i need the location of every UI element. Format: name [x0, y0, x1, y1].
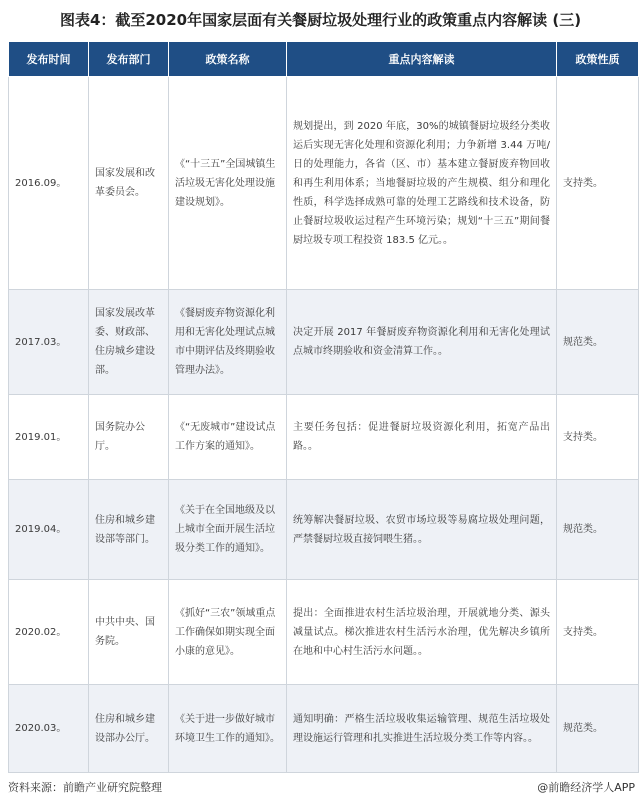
cell-policy-name: 《关于在全国地级及以上城市全面开展生活垃圾分类工作的通知》。	[169, 480, 287, 580]
table-row	[9, 580, 639, 685]
cell-date: 2019.01。	[9, 395, 89, 480]
cell-key-content: 规划提出，到 2020 年底，30%的城镇餐厨垃圾经分类收运后实现无害化处理和资源化利用；力争新增 3.44 万吨/日的处理能力，各省（区、市）基本建立餐厨废弃物回收和再生利用体系；当地餐厨垃圾的产生规模、组分和理化性质，科学选择成熟可靠的处理工艺路线和技术设备，防止餐厨垃圾收运过程产生环境污染；规划“十三五”期间餐厨垃圾专项工程投资 183.5 亿元。。	[287, 77, 557, 290]
brand-credit: @前瞻经济学人APP	[537, 781, 635, 794]
cell-dept: 国家发展和改革委员会。	[89, 77, 169, 290]
cell-dept: 国家发展改革委、财政部、住房城乡建设部。	[89, 290, 169, 395]
cell-date: 2020.03。	[9, 685, 89, 773]
cell-date: 2019.04。	[9, 480, 89, 580]
table-row	[9, 685, 639, 773]
cell-key-content: 统筹解决餐厨垃圾、农贸市场垃圾等易腐垃圾处理问题，严禁餐厨垃圾直接饲喂生猪。。	[287, 480, 557, 580]
cell-policy-name: 《“无废城市”建设试点工作方案的通知》。	[169, 395, 287, 480]
cell-dept: 国务院办公厅。	[89, 395, 169, 480]
cell-date: 2020.02。	[9, 580, 89, 685]
header-row	[9, 42, 639, 77]
cell-nature: 支持类。	[557, 77, 639, 290]
table-header	[9, 42, 639, 77]
source-note: 资料来源：前瞻产业研究院整理	[8, 781, 162, 794]
header-policy-name: 政策名称	[169, 42, 287, 77]
cell-dept: 住房和城乡建设部办公厅。	[89, 685, 169, 773]
cell-dept: 住房和城乡建设部等部门。	[89, 480, 169, 580]
cell-policy-name: 《关于进一步做好城市环境卫生工作的通知》。	[169, 685, 287, 773]
footer	[8, 779, 635, 797]
cell-key-content: 决定开展 2017 年餐厨废弃物资源化利用和无害化处理试点城市终期验收和资金清算工作。。	[287, 290, 557, 395]
header-nature: 政策性质	[557, 42, 639, 77]
cell-policy-name: 《抓好“三农”领域重点工作确保如期实现全面小康的意见》。	[169, 580, 287, 685]
header-key-content: 重点内容解读	[287, 42, 557, 77]
cell-nature: 规范类。	[557, 290, 639, 395]
cell-nature: 支持类。	[557, 580, 639, 685]
table-row	[9, 77, 639, 290]
cell-nature: 规范类。	[557, 685, 639, 773]
table-row	[9, 395, 639, 480]
policy-table	[8, 41, 639, 773]
chart-title: 图表4：截至2020年国家层面有关餐厨垃圾处理行业的政策重点内容解读 (三)	[59, 11, 582, 29]
cell-key-content: 提出：全面推进农村生活垃圾治理，开展就地分类、源头减量试点。梯次推进农村生活污水治理，优先解决乡镇所在地和中心村生活污水问题。。	[287, 580, 557, 685]
cell-date: 2017.03。	[9, 290, 89, 395]
table-row	[9, 480, 639, 580]
table-body	[9, 77, 639, 773]
cell-nature: 规范类。	[557, 480, 639, 580]
cell-nature: 支持类。	[557, 395, 639, 480]
table-row	[9, 290, 639, 395]
cell-date: 2016.09。	[9, 77, 89, 290]
cell-key-content: 主要任务包括：促进餐厨垃圾资源化利用，拓宽产品出路。。	[287, 395, 557, 480]
cell-policy-name: 《“十三五”全国城镇生活垃圾无害化处理设施建设规划》。	[169, 77, 287, 290]
cell-policy-name: 《餐厨废弃物资源化利用和无害化处理试点城市中期评估及终期验收管理办法》。	[169, 290, 287, 395]
header-dept: 发布部门	[89, 42, 169, 77]
cell-dept: 中共中央、国务院。	[89, 580, 169, 685]
cell-key-content: 通知明确：严格生活垃圾收集运输管理、规范生活垃圾处理设施运行管理和扎实推进生活垃圾分类工作等内容。。	[287, 685, 557, 773]
header-date: 发布时间	[9, 42, 89, 77]
